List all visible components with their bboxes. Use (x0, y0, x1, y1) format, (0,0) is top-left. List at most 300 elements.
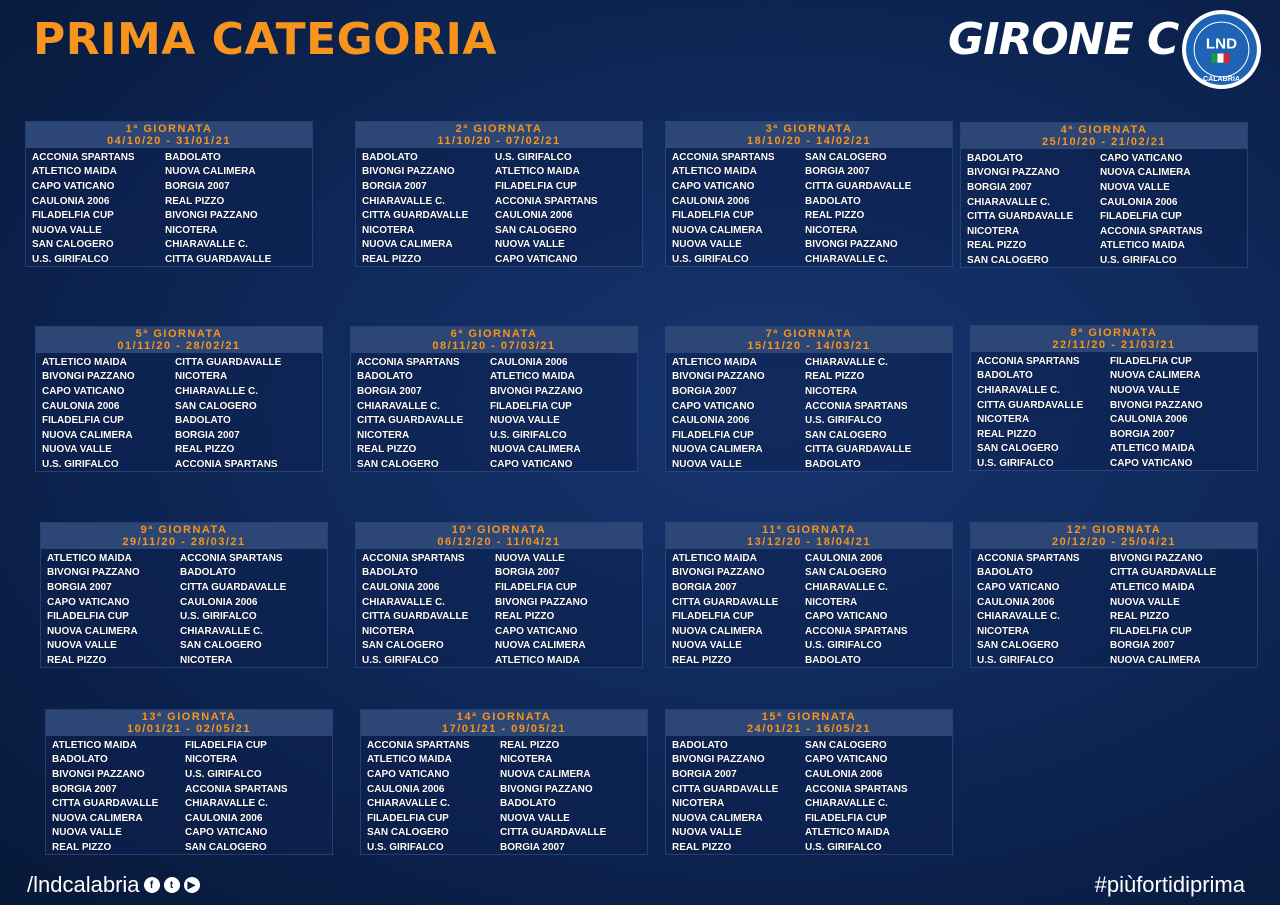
round-header (356, 122, 642, 148)
round-label: 1ª GIORNATA (125, 123, 213, 135)
match-row (32, 165, 312, 180)
match-row (977, 595, 1257, 610)
away-team: BORGIA 2007 (500, 841, 565, 853)
home-team: CAPO VATICANO (42, 385, 125, 397)
match-row (42, 428, 322, 443)
round-dates: 10/01/21 - 02/05/21 (127, 723, 251, 735)
away-team: SAN CALOGERO (805, 429, 887, 441)
match-row (672, 384, 952, 399)
round-label: 3ª GIORNATA (765, 123, 853, 135)
round-box (350, 326, 638, 472)
away-team: FILADELFIA CUP (1100, 211, 1182, 223)
home-team: BORGIA 2007 (52, 783, 117, 795)
page-title: PRIMA CATEGORIA (33, 14, 497, 65)
away-team: U.S. GIRIFALCO (805, 841, 882, 853)
home-team: BADOLATO (362, 151, 418, 163)
match-row (362, 595, 642, 610)
home-team: NUOVA VALLE (52, 827, 122, 839)
match-row (672, 639, 952, 654)
match-row (362, 208, 642, 223)
home-team: ATLETICO MAIDA (32, 166, 117, 178)
match-row (362, 238, 642, 253)
match-row (967, 239, 1247, 254)
away-team: NICOTERA (500, 754, 553, 766)
away-team: CAULONIA 2006 (490, 356, 568, 368)
match-row (362, 223, 642, 238)
match-row (367, 840, 647, 855)
logo-region: CALABRIA (1203, 74, 1240, 83)
away-team: U.S. GIRIFALCO (490, 429, 567, 441)
away-team: BIVONGI PAZZANO (490, 385, 583, 397)
round-box (665, 326, 953, 472)
match-row (357, 355, 637, 370)
match-list (666, 736, 952, 855)
home-team: CAULONIA 2006 (672, 195, 750, 207)
away-team: REAL PIZZO (495, 611, 555, 623)
round-box (40, 522, 328, 668)
home-team: U.S. GIRIFALCO (362, 654, 439, 666)
away-team: CHIARAVALLE C. (165, 239, 248, 251)
logo-text: LND (1205, 35, 1238, 53)
away-team: REAL PIZZO (805, 371, 865, 383)
match-row (47, 624, 327, 639)
match-row (672, 566, 952, 581)
home-team: ACCONIA SPARTANS (977, 552, 1080, 564)
match-row (32, 179, 312, 194)
home-team: CITTA GUARDAVALLE (362, 611, 469, 623)
away-team: NICOTERA (805, 385, 858, 397)
home-team: REAL PIZZO (977, 428, 1037, 440)
match-row (977, 383, 1257, 398)
match-row (362, 165, 642, 180)
match-row (977, 566, 1257, 581)
away-team: ATLETICO MAIDA (1100, 240, 1185, 252)
home-team: ACCONIA SPARTANS (362, 552, 465, 564)
home-team: CAPO VATICANO (47, 596, 130, 608)
round-label: 5ª GIORNATA (135, 328, 223, 340)
match-row (32, 238, 312, 253)
match-row (672, 194, 952, 209)
away-team: SAN CALOGERO (805, 151, 887, 163)
home-team: SAN CALOGERO (357, 458, 439, 470)
match-row (977, 551, 1257, 566)
away-team: ACCONIA SPARTANS (805, 625, 908, 637)
home-team: BORGIA 2007 (357, 385, 422, 397)
away-team: NUOVA CALIMERA (500, 768, 591, 780)
round-dates: 06/12/20 - 11/04/21 (437, 536, 561, 548)
home-team: NUOVA CALIMERA (672, 224, 763, 236)
match-row (672, 551, 952, 566)
round-dates: 24/01/21 - 16/05/21 (747, 723, 871, 735)
home-team: BADOLATO (977, 370, 1033, 382)
match-row (367, 753, 647, 768)
match-row (672, 208, 952, 223)
away-team: NUOVA CALIMERA (1110, 370, 1201, 382)
home-team: CAPO VATICANO (672, 400, 755, 412)
match-list (46, 736, 332, 855)
match-row (672, 457, 952, 472)
away-team: CAULONIA 2006 (495, 210, 573, 222)
away-team: BORGIA 2007 (1110, 428, 1175, 440)
home-team: FILADELFIA CUP (672, 429, 754, 441)
home-team: NUOVA CALIMERA (42, 429, 133, 441)
round-header (351, 327, 637, 353)
round-label: 11ª GIORNATA (762, 524, 856, 536)
match-row (672, 150, 952, 165)
home-team: ACCONIA SPARTANS (977, 355, 1080, 367)
home-team: U.S. GIRIFALCO (672, 253, 749, 265)
round-box (665, 709, 953, 855)
match-row (362, 252, 642, 267)
away-team: NICOTERA (165, 224, 218, 236)
home-team: CHIARAVALLE C. (367, 798, 450, 810)
match-list (26, 148, 312, 267)
home-team: NUOVA VALLE (672, 239, 742, 251)
home-team: NUOVA VALLE (672, 458, 742, 470)
away-team: SAN CALOGERO (805, 567, 887, 579)
round-box (665, 522, 953, 668)
home-team: REAL PIZZO (52, 841, 112, 853)
home-team: CITTA GUARDAVALLE (977, 399, 1084, 411)
match-row (47, 609, 327, 624)
away-team: NUOVA VALLE (1110, 384, 1180, 396)
round-box (35, 326, 323, 472)
home-team: ATLETICO MAIDA (672, 166, 757, 178)
round-dates: 18/10/20 - 14/02/21 (747, 135, 871, 147)
home-team: BORGIA 2007 (672, 768, 737, 780)
round-dates: 08/11/20 - 07/03/21 (432, 340, 556, 352)
home-team: CAULONIA 2006 (672, 415, 750, 427)
match-row (672, 738, 952, 753)
match-row (672, 238, 952, 253)
match-row (357, 384, 637, 399)
round-dates: 01/11/20 - 28/02/21 (117, 340, 241, 352)
home-team: ATLETICO MAIDA (672, 356, 757, 368)
away-team: ACCONIA SPARTANS (185, 783, 288, 795)
round-header (361, 710, 647, 736)
home-team: NUOVA VALLE (672, 640, 742, 652)
away-team: SAN CALOGERO (495, 224, 577, 236)
home-team: CHIARAVALLE C. (977, 611, 1060, 623)
match-row (52, 811, 332, 826)
away-team: FILADELFIA CUP (495, 180, 577, 192)
home-team: CAPO VATICANO (672, 180, 755, 192)
round-label: 10ª GIORNATA (451, 524, 547, 536)
match-row (672, 609, 952, 624)
match-row (52, 782, 332, 797)
home-team: ATLETICO MAIDA (52, 739, 137, 751)
home-team: FILADELFIA CUP (672, 210, 754, 222)
away-team: SAN CALOGERO (185, 841, 267, 853)
home-team: BIVONGI PAZZANO (967, 167, 1060, 179)
match-list (356, 148, 642, 267)
match-row (362, 653, 642, 668)
home-team: REAL PIZZO (967, 240, 1027, 252)
match-row (977, 427, 1257, 442)
match-row (42, 413, 322, 428)
away-team: FILADELFIA CUP (490, 400, 572, 412)
home-team: REAL PIZZO (47, 654, 107, 666)
home-team: SAN CALOGERO (362, 640, 444, 652)
match-row (672, 399, 952, 414)
match-row (672, 580, 952, 595)
away-team: BORGIA 2007 (175, 429, 240, 441)
home-team: NUOVA CALIMERA (672, 812, 763, 824)
match-row (977, 412, 1257, 427)
match-row (967, 209, 1247, 224)
home-team: REAL PIZZO (672, 841, 732, 853)
away-team: CITTA GUARDAVALLE (165, 253, 272, 265)
away-team: SAN CALOGERO (180, 640, 262, 652)
away-team: FILADELFIA CUP (495, 581, 577, 593)
home-team: BIVONGI PAZZANO (672, 754, 765, 766)
round-box (665, 121, 953, 267)
home-team: NICOTERA (357, 429, 410, 441)
home-team: FILADELFIA CUP (47, 611, 129, 623)
away-team: CAPO VATICANO (495, 625, 578, 637)
home-team: CITTA GUARDAVALLE (672, 596, 779, 608)
twitter-icon[interactable]: t (164, 877, 180, 893)
home-team: NICOTERA (977, 625, 1030, 637)
home-team: BORGIA 2007 (967, 181, 1032, 193)
away-team: SAN CALOGERO (805, 739, 887, 751)
match-row (672, 595, 952, 610)
round-label: 6ª GIORNATA (450, 328, 538, 340)
round-header (46, 710, 332, 736)
away-team: CITTA GUARDAVALLE (180, 581, 287, 593)
home-team: BIVONGI PAZZANO (42, 371, 135, 383)
home-team: NUOVA CALIMERA (52, 812, 143, 824)
home-team: ATLETICO MAIDA (42, 356, 127, 368)
away-team: CHIARAVALLE C. (805, 581, 888, 593)
match-row (52, 826, 332, 841)
away-team: NICOTERA (180, 654, 233, 666)
away-team: U.S. GIRIFALCO (185, 768, 262, 780)
home-team: U.S. GIRIFALCO (32, 253, 109, 265)
round-dates: 15/11/20 - 14/03/21 (747, 340, 871, 352)
away-team: NICOTERA (175, 371, 228, 383)
away-team: NUOVA VALLE (1100, 181, 1170, 193)
round-label: 4ª GIORNATA (1060, 124, 1148, 136)
away-team: ATLETICO MAIDA (805, 827, 890, 839)
home-team: CHIARAVALLE C. (362, 195, 445, 207)
away-team: BADOLATO (165, 151, 221, 163)
away-team: BIVONGI PAZZANO (495, 596, 588, 608)
away-team: SAN CALOGERO (175, 400, 257, 412)
home-team: ATLETICO MAIDA (672, 552, 757, 564)
home-team: BIVONGI PAZZANO (672, 567, 765, 579)
home-team: FILADELFIA CUP (32, 210, 114, 222)
home-team: BADOLATO (357, 371, 413, 383)
away-team: CAULONIA 2006 (180, 596, 258, 608)
match-row (672, 223, 952, 238)
home-team: CAULONIA 2006 (42, 400, 120, 412)
match-row (977, 653, 1257, 668)
home-team: NUOVA CALIMERA (362, 239, 453, 251)
away-team: CHIARAVALLE C. (805, 798, 888, 810)
away-team: U.S. GIRIFALCO (805, 640, 882, 652)
home-team: SAN CALOGERO (367, 827, 449, 839)
match-row (42, 355, 322, 370)
home-team: CHIARAVALLE C. (357, 400, 440, 412)
match-row (32, 252, 312, 267)
away-team: CITTA GUARDAVALLE (805, 444, 912, 456)
away-team: CHIARAVALLE C. (805, 253, 888, 265)
away-team: REAL PIZZO (500, 739, 560, 751)
away-team: ATLETICO MAIDA (495, 654, 580, 666)
away-team: NICOTERA (185, 754, 238, 766)
away-team: NUOVA VALLE (500, 812, 570, 824)
away-team: BIVONGI PAZZANO (805, 239, 898, 251)
match-row (672, 252, 952, 267)
away-team: ACCONIA SPARTANS (495, 195, 598, 207)
round-box (355, 522, 643, 668)
round-box (960, 122, 1248, 268)
handle-text: /lndcalabria (27, 872, 140, 897)
away-team: FILADELFIA CUP (1110, 625, 1192, 637)
match-row (977, 580, 1257, 595)
round-box (25, 121, 313, 267)
round-dates: 04/10/20 - 31/01/21 (107, 135, 231, 147)
home-team: SAN CALOGERO (977, 640, 1059, 652)
away-team: BIVONGI PAZZANO (1110, 399, 1203, 411)
round-label: 12ª GIORNATA (1066, 524, 1162, 536)
match-row (42, 443, 322, 458)
away-team: BADOLATO (805, 195, 861, 207)
match-row (47, 653, 327, 668)
round-box (45, 709, 333, 855)
home-team: CAPO VATICANO (367, 768, 450, 780)
facebook-icon[interactable]: f (144, 877, 160, 893)
away-team: U.S. GIRIFALCO (180, 611, 257, 623)
home-team: U.S. GIRIFALCO (367, 841, 444, 853)
home-team: BORGIA 2007 (362, 180, 427, 192)
match-row (967, 253, 1247, 268)
round-box (970, 325, 1258, 471)
away-team: REAL PIZZO (805, 210, 865, 222)
match-list (41, 549, 327, 668)
round-header (26, 122, 312, 148)
youtube-icon[interactable]: ▶ (184, 877, 200, 893)
away-team: BORGIA 2007 (165, 180, 230, 192)
away-team: BIVONGI PAZZANO (165, 210, 258, 222)
group-title: GIRONE C (948, 14, 1179, 65)
round-header (41, 523, 327, 549)
home-team: CAULONIA 2006 (977, 596, 1055, 608)
home-team: BADOLATO (362, 567, 418, 579)
round-dates: 13/12/20 - 18/04/21 (747, 536, 871, 548)
away-team: FILADELFIA CUP (185, 739, 267, 751)
match-row (977, 624, 1257, 639)
match-row (672, 767, 952, 782)
away-team: BIVONGI PAZZANO (1110, 552, 1203, 564)
away-team: ATLETICO MAIDA (495, 166, 580, 178)
home-team: NICOTERA (672, 798, 725, 810)
match-list (971, 549, 1257, 668)
home-team: FILADELFIA CUP (367, 812, 449, 824)
home-team: BADOLATO (967, 152, 1023, 164)
away-team: NICOTERA (805, 596, 858, 608)
match-row (367, 782, 647, 797)
home-team: NUOVA CALIMERA (672, 625, 763, 637)
match-row (672, 443, 952, 458)
away-team: NUOVA VALLE (1110, 596, 1180, 608)
match-row (672, 165, 952, 180)
home-team: CAPO VATICANO (977, 581, 1060, 593)
match-row (367, 767, 647, 782)
home-team: BORGIA 2007 (672, 581, 737, 593)
away-team: ATLETICO MAIDA (490, 371, 575, 383)
round-label: 9ª GIORNATA (140, 524, 228, 536)
match-row (977, 354, 1257, 369)
match-row (52, 753, 332, 768)
match-row (672, 753, 952, 768)
home-team: SAN CALOGERO (967, 254, 1049, 266)
match-row (977, 369, 1257, 384)
away-team: BORGIA 2007 (495, 567, 560, 579)
match-list (36, 353, 322, 472)
match-row (32, 194, 312, 209)
home-team: BIVONGI PAZZANO (672, 371, 765, 383)
home-team: BADOLATO (672, 739, 728, 751)
match-row (672, 428, 952, 443)
match-row (47, 595, 327, 610)
away-team: CAULONIA 2006 (1100, 196, 1178, 208)
away-team: BORGIA 2007 (1110, 640, 1175, 652)
match-row (967, 180, 1247, 195)
away-team: BADOLATO (805, 654, 861, 666)
match-row (672, 796, 952, 811)
match-row (367, 796, 647, 811)
round-header (356, 523, 642, 549)
away-team: CAPO VATICANO (805, 611, 888, 623)
away-team: ACCONIA SPARTANS (805, 783, 908, 795)
home-team: CHIARAVALLE C. (362, 596, 445, 608)
match-row (47, 639, 327, 654)
match-row (357, 399, 637, 414)
home-team: BIVONGI PAZZANO (47, 567, 140, 579)
away-team: NUOVA VALLE (490, 415, 560, 427)
away-team: REAL PIZZO (165, 195, 225, 207)
home-team: FILADELFIA CUP (42, 415, 124, 427)
match-row (357, 428, 637, 443)
home-team: SAN CALOGERO (32, 239, 114, 251)
away-team: U.S. GIRIFALCO (805, 415, 882, 427)
match-list (666, 148, 952, 267)
round-box (970, 522, 1258, 668)
match-row (672, 179, 952, 194)
match-row (367, 738, 647, 753)
match-row (977, 456, 1257, 471)
match-list (971, 352, 1257, 471)
home-team: CHIARAVALLE C. (967, 196, 1050, 208)
home-team: NUOVA VALLE (47, 640, 117, 652)
lnd-calabria-logo (1181, 9, 1262, 90)
away-team: CAPO VATICANO (490, 458, 573, 470)
match-row (362, 551, 642, 566)
home-team: CAULONIA 2006 (32, 195, 110, 207)
match-row (362, 624, 642, 639)
home-team: ATLETICO MAIDA (47, 552, 132, 564)
round-dates: 20/12/20 - 25/04/21 (1052, 536, 1176, 548)
round-header (971, 326, 1257, 352)
home-team: CITTA GUARDAVALLE (357, 415, 464, 427)
home-team: BADOLATO (977, 567, 1033, 579)
round-box (360, 709, 648, 855)
away-team: FILADELFIA CUP (805, 812, 887, 824)
away-team: CAPO VATICANO (185, 827, 268, 839)
match-row (672, 624, 952, 639)
